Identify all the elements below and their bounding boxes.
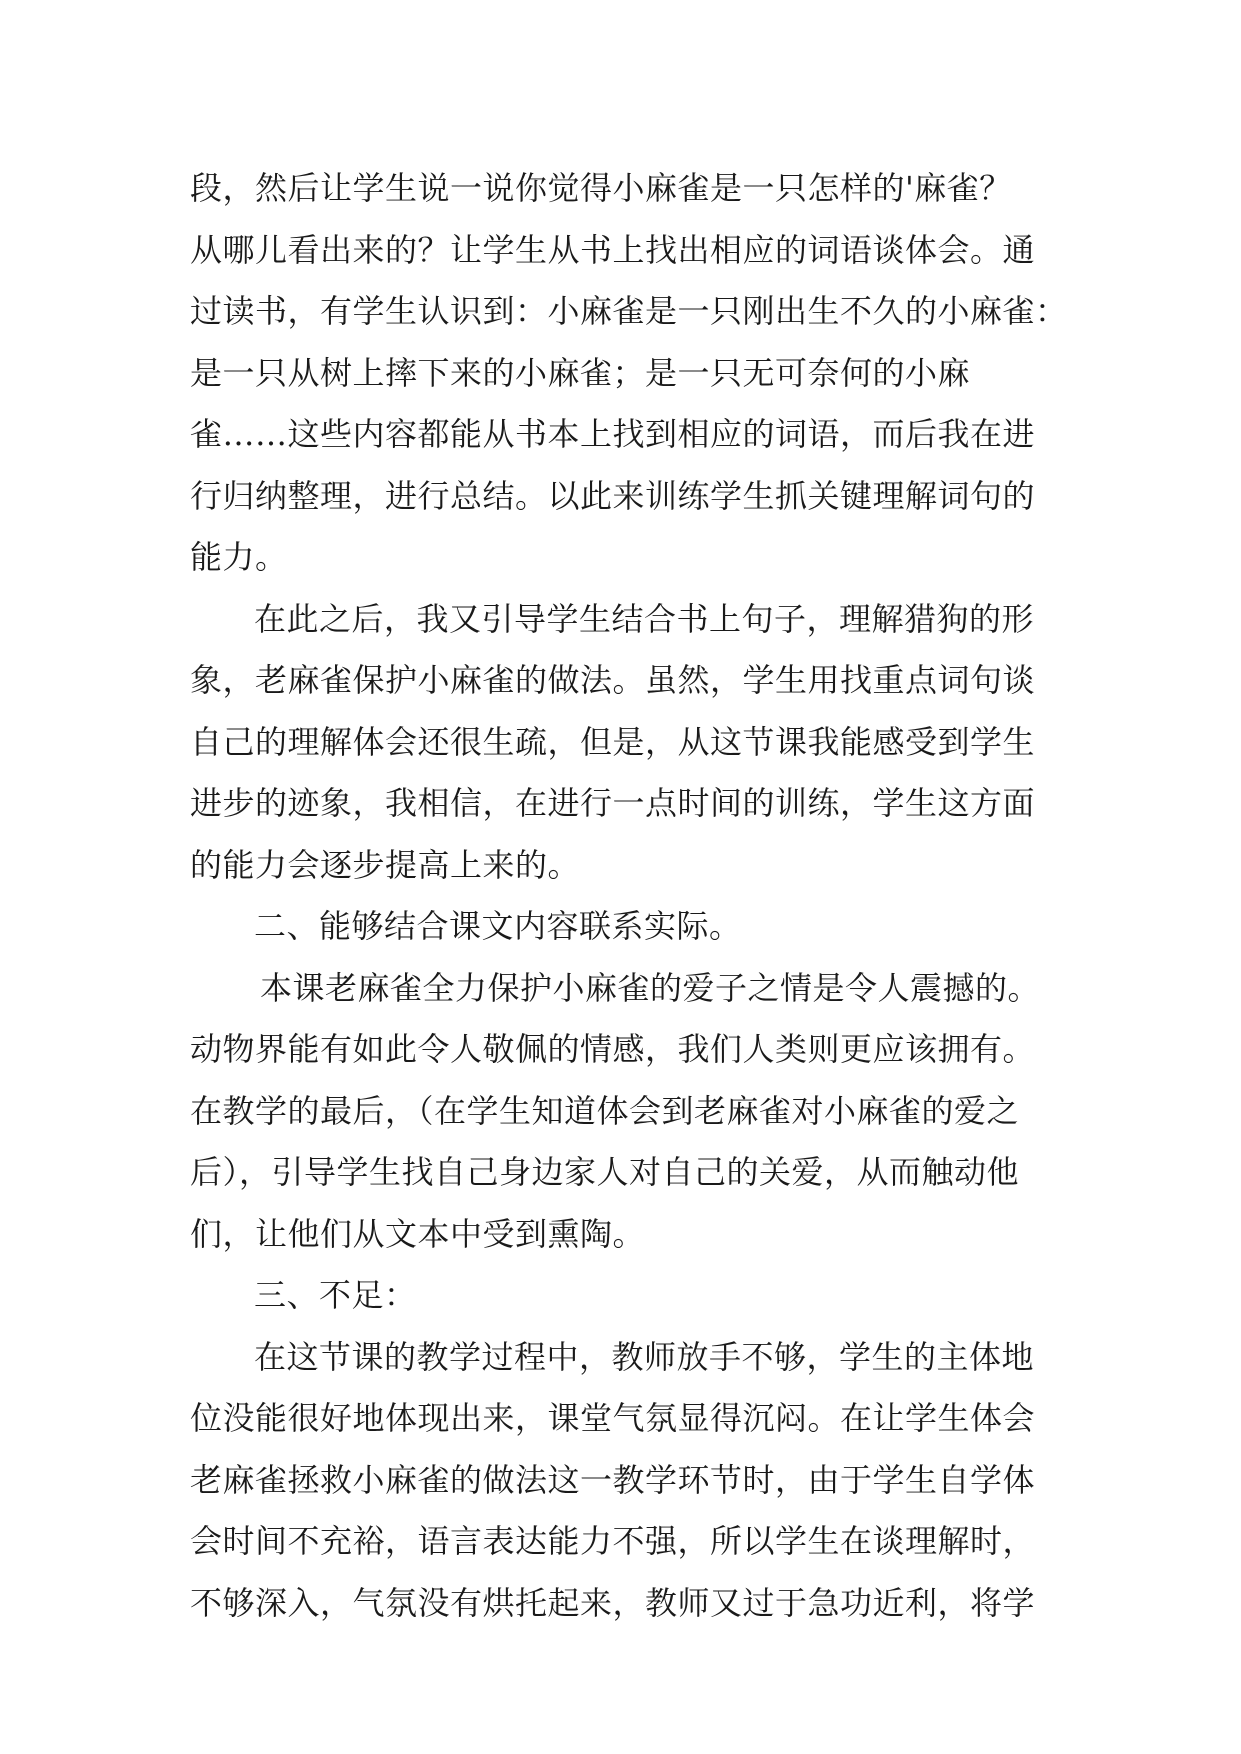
text-line: 行归纳整理，进行总结。以此来训练学生抓关键理解词句的 (190, 476, 1036, 515)
text-line: 老麻雀拯救小麻雀的做法这一教学环节时，由于学生自学体 (190, 1460, 1036, 1499)
text-line: 能力。 (190, 538, 288, 576)
paragraph-start-line: 在此之后，我又引导学生结合书上句子，理解猎狗的形 (254, 599, 1035, 638)
text-line: 在教学的最后，（在学生知道体会到老麻雀对小麻雀的爱之 (190, 1091, 1020, 1130)
text-line: 们，让他们从文本中受到熏陶。 (190, 1214, 646, 1253)
section-heading-3: 三、不足： (254, 1276, 417, 1314)
paragraph-start-line: 本课老麻雀全力保护小麻雀的爱子之情是令人震撼的。 (260, 968, 1041, 1007)
text-line: 进步的迹象，我相信，在进行一点时间的训练，学生这方面 (190, 784, 1036, 822)
text-line: 动物界能有如此令人敬佩的情感，我们人类则更应该拥有。 (190, 1030, 1036, 1068)
text-line: 不够深入，气氛没有烘托起来，教师又过于急功近利，将学 (190, 1583, 1036, 1622)
text-line: 会时间不充裕，语言表达能力不强，所以学生在谈理解时， (190, 1522, 1036, 1560)
text-line: 的能力会逐步提高上来的。 (190, 845, 581, 884)
text-line: 自己的理解体会还很生疏，但是，从这节课我能感受到学生 (190, 722, 1036, 761)
section-heading-2: 二、能够结合课文内容联系实际。 (254, 907, 742, 945)
text-line: 位没能很好地体现出来，课堂气氛显得沉闷。在让学生体会 (190, 1399, 1036, 1437)
document-body (190, 158, 1070, 1634)
text-line: 过读书，有学生认识到：小麻雀是一只刚出生不久的小麻雀： (190, 292, 1068, 330)
text-line: 雀……这些内容都能从书本上找到相应的词语，而后我在进 (190, 415, 1036, 453)
paragraph-start-line: 在这节课的教学过程中，教师放手不够，学生的主体地 (254, 1337, 1035, 1376)
text-line: 段，然后让学生说一说你觉得小麻雀是一只怎样的'麻雀？ (190, 169, 1012, 207)
text-line: 从哪儿看出来的？让学生从书上找出相应的词语谈体会。通 (190, 230, 1036, 269)
text-line: 是一只从树上摔下来的小麻雀；是一只无可奈何的小麻 (190, 353, 971, 392)
text-line: 象，老麻雀保护小麻雀的做法。虽然，学生用找重点词句谈 (190, 661, 1036, 699)
text-line: 后），引导学生找自己身边家人对自己的关爱，从而触动他 (190, 1153, 1020, 1191)
